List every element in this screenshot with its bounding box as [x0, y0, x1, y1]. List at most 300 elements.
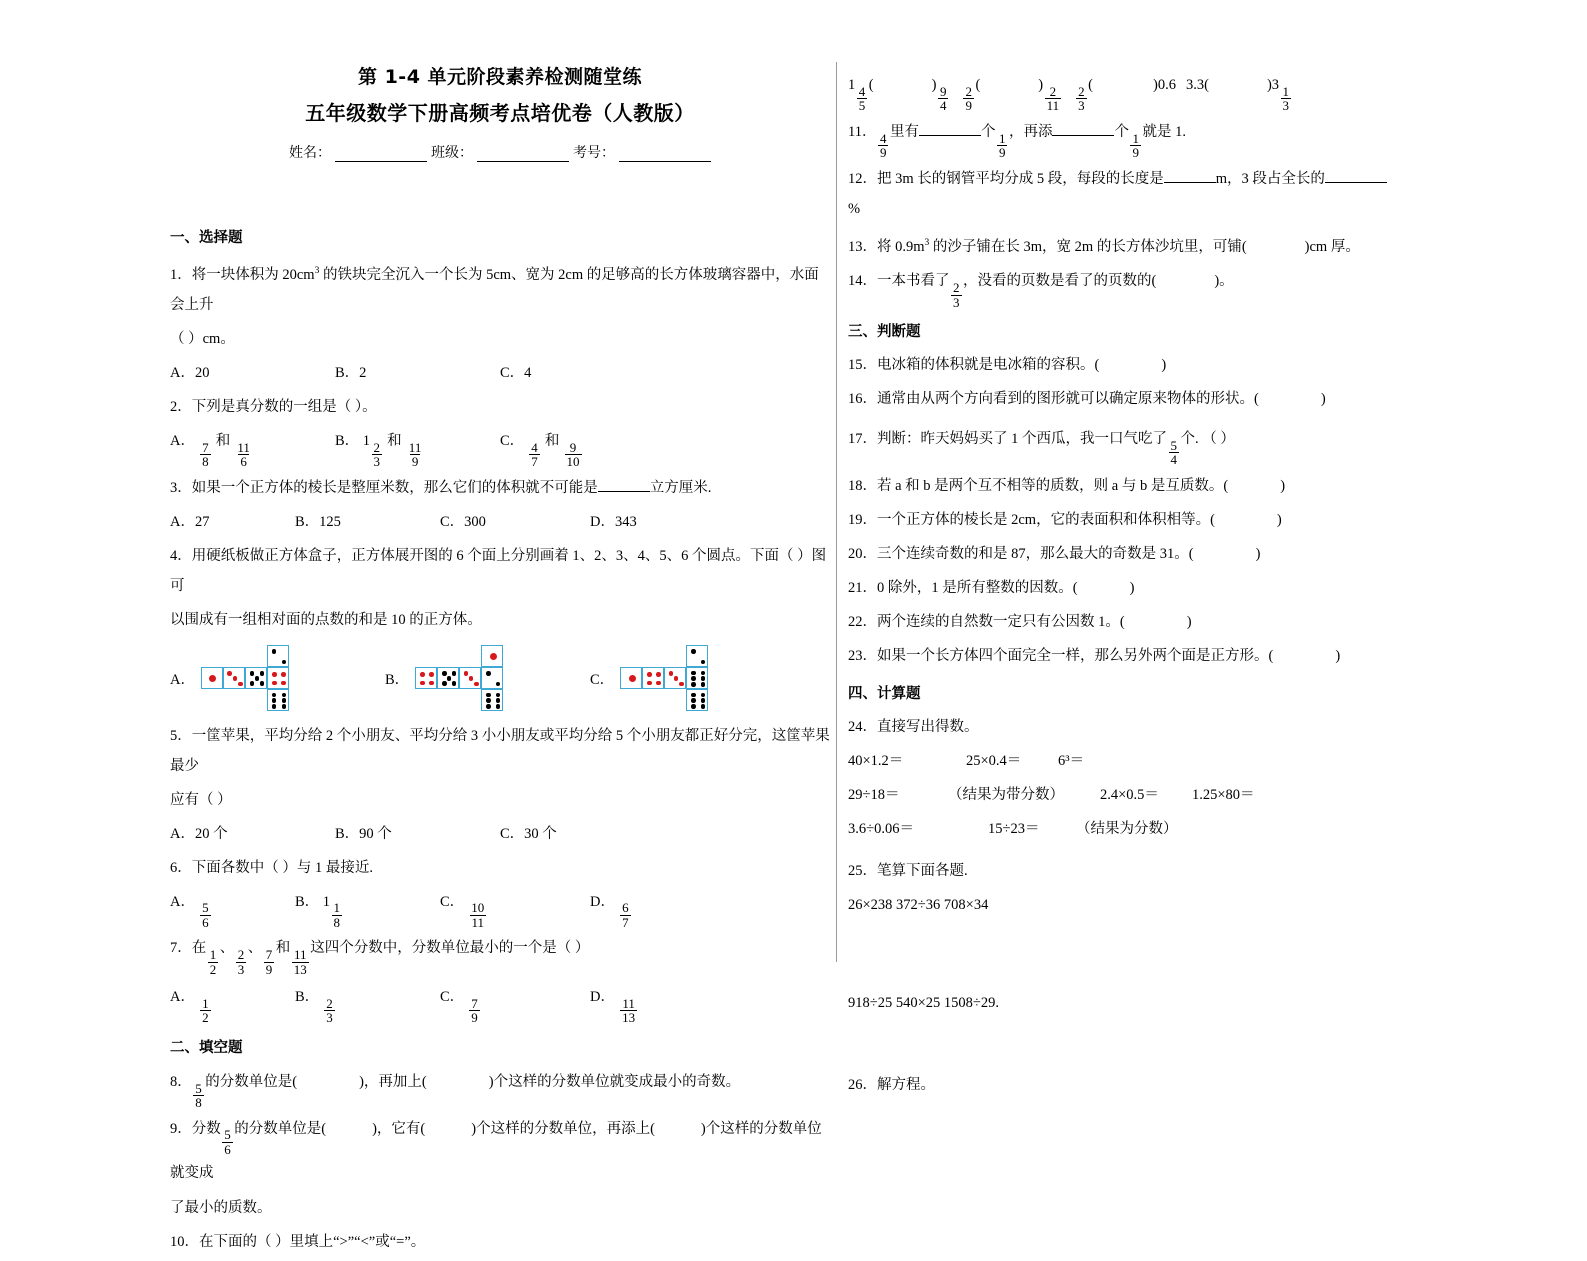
q7-d-fraction: $\frac{11}{13}$	[622, 995, 636, 1026]
q7-options	[170, 979, 830, 1025]
q19-text: 一个正方体的棱长是 2cm，它的表面积和体积相等。(	[877, 511, 1215, 528]
q15-text: 电冰箱的体积就是电冰箱的容积。(	[877, 357, 1100, 374]
cmp4-close: )	[1266, 77, 1272, 93]
cube-face-row-1	[415, 667, 437, 689]
question-24	[848, 712, 1388, 742]
q21-close: )	[1129, 579, 1135, 596]
q15-number: 15．	[848, 357, 877, 374]
q4-line1: 用硬纸板做正方体盒子，正方体展开图的 6 个面上分别画着 1、2、3、4、5、6 个圆点。下面（ ）图可	[170, 547, 827, 594]
q11-number: 11．	[848, 123, 877, 140]
q11-blank-1[interactable]	[919, 121, 981, 136]
q24-line-3	[848, 814, 1388, 844]
dice-pip	[272, 681, 277, 686]
dice-pip	[701, 682, 706, 687]
dice-pip	[272, 693, 277, 698]
q18-text: 若 a 和 b 是两个互不相等的质数，则 a 与 b 是互质数。(	[877, 477, 1229, 494]
dice-pip	[486, 698, 491, 703]
cube-face-row-4	[686, 667, 708, 689]
q17-text-2[interactable]: 个. （ ）	[1180, 431, 1235, 448]
q8-text-3: )个这样的分数单位就变成最小的奇数。	[488, 1073, 741, 1090]
cmp3-left-fraction: $\frac{2}{3}$	[1078, 83, 1085, 114]
q1-superscript: 3	[314, 266, 320, 276]
cmp4-open: (	[1204, 77, 1209, 93]
dice-pip	[656, 681, 661, 686]
cube-net-c	[620, 645, 710, 713]
q8-text-2: )，再加上(	[359, 1073, 427, 1090]
q2-c-label: C．	[500, 432, 525, 449]
q2-b-fraction-2: $\frac{11}{9}$	[408, 439, 422, 470]
q7-fraction-3: $\frac{7}{9}$	[265, 947, 273, 977]
q9-text-1: 的分数单位是(	[234, 1120, 327, 1137]
q7-option-c[interactable]	[440, 979, 590, 1025]
page-title-line2: 五年级数学下册高频考点培优卷（人教版）	[305, 101, 695, 125]
cmp1-close: )	[931, 77, 937, 93]
q2-c-conj: 和	[544, 432, 560, 449]
q7-d-label: D．	[590, 989, 615, 1006]
dice-pip	[486, 671, 491, 676]
q24-note-1: （结果为带分数）	[948, 786, 1064, 803]
dice-pip	[420, 681, 425, 686]
q9-text-4: )个这样的分数单位就变成	[170, 1120, 822, 1181]
cmp4-left-value: 3.3	[1185, 77, 1205, 93]
dice-pip	[469, 676, 474, 681]
q16-number: 16．	[848, 391, 877, 408]
cube-face-row-4	[267, 667, 289, 689]
q24-expr-7[interactable]: 3.6÷0.06＝	[848, 820, 914, 837]
q3-text-b: 立方厘米.	[649, 479, 712, 496]
q11-text-5: 就是 1.	[1142, 123, 1186, 140]
q14-text-1: 一本书看了	[877, 273, 950, 290]
question-5	[170, 721, 830, 781]
dice-pip	[282, 660, 287, 665]
q2-option-a[interactable]	[170, 426, 335, 469]
q2-a-fraction-2: $\frac{11}{6}$	[237, 439, 250, 470]
q14-fraction: $\frac{2}{3}$	[953, 280, 960, 310]
q3-text-a: 如果一个正方体的棱长是整厘米数，那么它们的体积就不可能是	[191, 479, 598, 496]
q14-number: 14．	[848, 273, 877, 290]
dice-pip	[429, 672, 434, 677]
question-11	[848, 116, 1388, 160]
dice-pip	[250, 671, 255, 676]
q12-blank-1[interactable]	[1164, 168, 1216, 183]
question-26	[848, 1070, 1388, 1100]
dice-pip	[486, 693, 491, 698]
q12-blank-2[interactable]	[1325, 168, 1387, 183]
q6-option-c[interactable]	[440, 887, 590, 930]
question-2	[170, 392, 830, 422]
q24-expr-3[interactable]: 6³＝	[1058, 752, 1085, 769]
dice-pip	[442, 681, 447, 686]
q2-b-whole: 1	[362, 432, 371, 449]
cube-face-row-1	[620, 667, 642, 689]
dice-pip	[496, 693, 501, 698]
dice-pip	[452, 671, 457, 676]
question-9	[170, 1113, 830, 1189]
q1-option-a[interactable]: A．20	[170, 364, 210, 381]
q9-fraction: $\frac{5}{6}$	[224, 1127, 231, 1157]
name-blank[interactable]	[335, 146, 427, 162]
dice-pip	[442, 671, 447, 676]
cmp3-open: (	[1088, 77, 1093, 93]
q22-text: 两个连续的自然数一定只有公因数 1。(	[877, 613, 1125, 630]
q1-option-b[interactable]: B．2	[335, 364, 367, 381]
q9-text-0: 分数	[191, 1120, 221, 1137]
q5-options	[170, 819, 830, 849]
question-19	[848, 505, 1388, 535]
q13-text-2: 的沙子铺在长 3m，宽 2m 的长方体沙坑里，可铺(	[929, 238, 1247, 255]
q22-number: 22．	[848, 613, 877, 630]
cube-face-row-1	[201, 667, 223, 689]
dice-pip	[250, 681, 255, 686]
q2-b-label: B．	[335, 432, 360, 449]
dice-pip	[233, 676, 238, 681]
q5-option-c[interactable]: C．30 个	[500, 825, 557, 842]
dice-pip	[496, 704, 501, 709]
q8-number: 8．	[170, 1073, 192, 1090]
q24-expr-8[interactable]: 15÷23＝	[988, 820, 1040, 837]
right-column	[848, 62, 1388, 1104]
dice-b-label: B．	[385, 672, 410, 689]
question-7	[170, 932, 830, 976]
q24-number: 24．	[848, 718, 877, 735]
dice-pip	[282, 698, 287, 703]
q6-a-fraction: $\frac{5}{6}$	[202, 900, 209, 930]
q13-number: 13．	[848, 238, 877, 255]
q7-option-a[interactable]	[170, 979, 295, 1025]
q6-option-a[interactable]	[170, 887, 295, 930]
q24-expr-1[interactable]: 40×1.2＝	[848, 752, 904, 769]
q1-text-b: 的铁块完全沉入一个长为 5cm、宽为 2cm 的足够高的长方体玻璃容器中，水面会上升	[170, 266, 819, 313]
q7-option-b[interactable]	[295, 979, 440, 1025]
class-blank[interactable]	[477, 146, 569, 162]
q2-b-fraction-1: $\frac{2}{3}$	[373, 439, 381, 470]
q13-superscript: 3	[924, 237, 930, 248]
q12-text-2: m，3 段占全长的	[1215, 170, 1325, 187]
q7-option-d[interactable]	[590, 979, 639, 1025]
q5-line1: 一筐苹果，平均分给 2 个小朋友、平均分给 3 小小朋友或平均分给 5 个小朋友都正好分完，这筐苹果最少	[170, 727, 830, 774]
q24-note-2: （结果为分数）	[1076, 820, 1178, 837]
q13-text-3: )cm 厚。	[1304, 238, 1360, 255]
q21-text: 0 除外，1 是所有整数的因数。(	[877, 579, 1078, 596]
question-25	[848, 856, 1388, 886]
dice-pip	[701, 671, 706, 676]
q6-option-b[interactable]	[295, 887, 440, 930]
q7-a-fraction: $\frac{1}{2}$	[202, 995, 209, 1026]
question-3	[170, 473, 830, 503]
section-heading-fill: 二、填空题	[170, 1039, 243, 1056]
q9-text-3: )个这样的分数单位，再添上(	[471, 1120, 655, 1137]
dice-pip	[227, 671, 232, 676]
dice-pip	[282, 704, 287, 709]
q9-number: 9．	[170, 1120, 192, 1137]
exam-label: 考号：	[573, 146, 615, 161]
dice-pip	[474, 682, 479, 687]
dice-pip	[447, 676, 452, 681]
dice-net-option-a[interactable]	[170, 645, 385, 713]
q5-option-a[interactable]: A．20 个	[170, 825, 228, 842]
q7-number: 7．	[170, 940, 192, 957]
q6-b-fraction: $\frac{1}{8}$	[333, 900, 341, 930]
cube-face-row-2	[437, 667, 459, 689]
q20-close: )	[1255, 545, 1261, 562]
cube-face-top	[481, 645, 503, 667]
q25-line-1[interactable]: 26×238 372÷36 708×34	[848, 896, 989, 913]
question-16	[848, 384, 1388, 414]
q8-text-1: 的分数单位是(	[205, 1073, 298, 1090]
q5-number: 5．	[170, 727, 192, 744]
q6-number: 6．	[170, 859, 192, 876]
cmp3-close: )	[1153, 77, 1158, 93]
dice-pip	[629, 675, 636, 682]
q24-expr-6[interactable]: 1.25×80＝	[1192, 786, 1255, 803]
q6-b-whole: 1	[322, 893, 331, 910]
q19-close: )	[1276, 511, 1282, 528]
q7-fraction-1: $\frac{1}{2}$	[209, 947, 217, 977]
student-info-row	[170, 142, 830, 162]
q7-b-fraction: $\frac{2}{3}$	[326, 995, 333, 1026]
q25-line-2[interactable]: 918÷25 540×25 1508÷29.	[848, 994, 999, 1011]
q24-line-2	[848, 780, 1388, 810]
q6-d-fraction: $\frac{6}{7}$	[622, 900, 629, 930]
q7-fraction-4: $\frac{11}{13}$	[293, 947, 307, 977]
q11-blank-2[interactable]	[1052, 121, 1114, 136]
section-heading-calc: 四、计算题	[848, 685, 921, 702]
q23-number: 23．	[848, 647, 877, 664]
question-13	[848, 228, 1388, 262]
dice-pip	[691, 693, 696, 698]
q2-option-c[interactable]	[500, 426, 665, 469]
q3-options	[170, 507, 830, 537]
dice-pip	[281, 672, 286, 677]
dice-pip	[272, 704, 277, 709]
dice-pip	[496, 698, 501, 703]
cmp2-left-fraction: $\frac{2}{9}$	[965, 83, 972, 114]
dice-pip	[701, 660, 706, 665]
q22-close: )	[1186, 613, 1192, 630]
q2-a-label: A．	[170, 432, 195, 449]
q15-close: )	[1161, 357, 1167, 374]
dice-pip	[647, 672, 652, 677]
q6-c-fraction: $\frac{10}{11}$	[471, 900, 485, 930]
cube-face-row-2	[642, 667, 664, 689]
class-label: 班级：	[431, 146, 473, 161]
left-column	[170, 215, 830, 1261]
question-21	[848, 573, 1388, 603]
question-23	[848, 641, 1388, 671]
q11-text-3: ，再添	[1008, 123, 1053, 140]
dice-pip	[452, 681, 457, 686]
q2-c-fraction-1: $\frac{4}{7}$	[531, 439, 538, 470]
q17-number: 17．	[848, 431, 877, 448]
q2-option-b[interactable]	[335, 426, 500, 469]
dice-nets-row	[170, 645, 830, 713]
q11-text-4: 个	[1114, 123, 1129, 140]
q2-c-fraction-2: $\frac{9}{10}$	[566, 439, 580, 470]
dice-pip	[691, 704, 696, 709]
dice-pip	[429, 681, 434, 686]
q1-continuation: （ ）cm。	[170, 330, 235, 347]
q2-text: 下列是真分数的一组是（ ）。	[191, 398, 377, 415]
dice-pip	[701, 704, 706, 709]
question-4	[170, 541, 830, 601]
q20-text: 三个连续奇数的和是 87，那么最大的奇数是 31。(	[877, 545, 1194, 562]
q7-a-label: A．	[170, 989, 195, 1006]
q12-text-1: 把 3m 长的钢管平均分成 5 段，每段的长度是	[877, 170, 1164, 187]
cmp1-right-fraction: $\frac{9}{4}$	[939, 83, 947, 114]
q3-option-a[interactable]: A．27	[170, 513, 210, 530]
q7-sep-1: 、	[219, 940, 235, 957]
dice-pip	[656, 672, 661, 677]
q23-text: 如果一个长方体四个面完全一样，那么另外两个面是正方形。(	[877, 647, 1274, 664]
dice-pip	[272, 698, 277, 703]
cmp3-right-value: 0.6	[1157, 77, 1176, 93]
cmp2-close: )	[1038, 77, 1044, 93]
question-15	[848, 350, 1388, 380]
q1-number: 1．	[170, 266, 192, 283]
dice-pip	[674, 676, 679, 681]
q6-b-label: B．	[295, 893, 320, 910]
q9-text-2: )，它有(	[372, 1120, 426, 1137]
dice-pip	[238, 682, 243, 687]
cmp1-open: (	[868, 77, 874, 93]
dice-pip	[272, 672, 277, 677]
dice-pip	[281, 681, 286, 686]
question-17	[848, 418, 1388, 467]
cube-face-bottom	[686, 689, 708, 711]
q14-text-3: )。	[1214, 273, 1234, 290]
cmp1-left-whole: 1	[848, 77, 856, 93]
q3-option-b[interactable]: B．125	[295, 513, 341, 530]
q7-text-2: 这四个分数中，分数单位最小的一个是（ ）	[310, 940, 590, 957]
q21-number: 21．	[848, 579, 877, 596]
q3-blank[interactable]	[598, 477, 650, 492]
q24-title: 直接写出得数。	[877, 718, 979, 735]
dice-net-option-c[interactable]	[590, 645, 710, 713]
q11-fraction: $\frac{4}{9}$	[879, 130, 887, 161]
q10-number: 10．	[170, 1233, 199, 1250]
question-18	[848, 471, 1388, 501]
dice-pip	[647, 681, 652, 686]
q12-text-3: %	[848, 200, 861, 217]
q24-expr-4[interactable]: 29÷18＝	[848, 786, 900, 803]
q2-a-fraction-1: $\frac{7}{8}$	[202, 439, 209, 470]
q1-option-c[interactable]: C．4	[500, 364, 532, 381]
dice-pip	[691, 676, 696, 681]
q9-line2: 了最小的质数。	[170, 1199, 272, 1216]
q12-number: 12．	[848, 170, 877, 187]
dice-a-label: A．	[170, 672, 195, 689]
dice-pip	[691, 682, 696, 687]
page-title-line1: 第 1-4 单元阶段素养检测随堂练	[357, 66, 643, 88]
question-6	[170, 853, 830, 883]
q6-a-label: A．	[170, 893, 195, 910]
q24-expr-5[interactable]: 2.4×0.5＝	[1100, 786, 1159, 803]
cube-face-row-2	[223, 667, 245, 689]
dice-pip	[272, 649, 277, 654]
dice-pip	[669, 671, 674, 676]
cmp1-left-fraction: $\frac{4}{5}$	[858, 83, 866, 114]
q7-fraction-2: $\frac{2}{3}$	[237, 947, 245, 977]
q14-text-2: ，没看的页数是看了的页数的(	[963, 273, 1157, 290]
q8-fraction: $\frac{5}{8}$	[195, 1080, 202, 1111]
question-10	[170, 1227, 830, 1257]
q7-sep-2: 、	[247, 940, 263, 957]
cube-face-row-3	[245, 667, 267, 689]
question-12	[848, 164, 1388, 224]
q6-option-d[interactable]	[590, 887, 632, 930]
q3-option-d[interactable]: D．343	[590, 513, 637, 530]
column-divider	[836, 62, 837, 962]
q2-options	[170, 426, 830, 469]
q2-b-conj: 和	[387, 432, 402, 449]
q11-unit-2: $\frac{1}{9}$	[1132, 130, 1139, 161]
dice-pip	[691, 698, 696, 703]
dice-pip	[679, 682, 684, 687]
q2-number: 2．	[170, 398, 192, 415]
cube-face-row-4	[481, 667, 503, 689]
cmp4-right-whole: 3	[1271, 77, 1280, 93]
q11-text-2: 个	[980, 123, 996, 140]
question-22	[848, 607, 1388, 637]
q10-text: 在下面的（ ）里填上“>”“<”或“=”。	[199, 1233, 426, 1250]
q1-options	[170, 358, 830, 388]
dice-c-label: C．	[590, 672, 615, 689]
q3-option-c[interactable]: C．300	[440, 513, 486, 530]
question-14	[848, 265, 1388, 309]
cube-net-b	[415, 645, 505, 713]
q7-text-1: 在	[191, 940, 207, 957]
dice-pip	[260, 681, 265, 686]
q25-title: 笔算下面各题.	[877, 862, 968, 879]
q18-number: 18．	[848, 477, 877, 494]
dice-pip	[490, 653, 497, 660]
q26-number: 26．	[848, 1076, 877, 1093]
q20-number: 20．	[848, 545, 877, 562]
q13-text-1: 将 0.9m	[877, 238, 925, 255]
dice-pip	[701, 676, 706, 681]
q11-text-1: 里有	[889, 123, 919, 140]
exam-blank[interactable]	[619, 146, 711, 162]
q7-sep-3: 和	[275, 940, 291, 957]
q7-b-label: B．	[295, 989, 320, 1006]
q7-c-fraction: $\frac{7}{9}$	[471, 995, 478, 1026]
q26-title: 解方程。	[877, 1076, 935, 1093]
dice-net-option-b[interactable]	[385, 645, 590, 713]
dice-pip	[420, 672, 425, 677]
q5-option-b[interactable]: B．90 个	[335, 825, 392, 842]
cmp4-right-fraction: $\frac{1}{3}$	[1282, 83, 1290, 114]
q2-a-conj: 和	[215, 432, 231, 449]
q7-c-label: C．	[440, 989, 465, 1006]
q5-line2: 应有（ ）	[170, 791, 232, 808]
q24-expr-2[interactable]: 25×0.4＝	[966, 752, 1022, 769]
page-header	[170, 62, 830, 162]
q6-text: 下面各数中（ ）与 1 最接近.	[191, 859, 373, 876]
q17-text-1: 判断：昨天妈妈买了 1 个西瓜，我一口气吃了	[877, 431, 1167, 448]
name-label: 姓名：	[289, 146, 331, 161]
cube-face-bottom	[481, 689, 503, 711]
q16-text: 通常由从两个方向看到的图形就可以确定原来物体的形状。(	[877, 391, 1259, 408]
q10-comparison-row	[848, 65, 1388, 113]
dice-pip	[486, 704, 491, 709]
q25-work-space-1[interactable]	[848, 924, 1388, 984]
dice-pip	[701, 698, 706, 703]
dice-pip	[255, 676, 260, 681]
dice-pip	[496, 682, 501, 687]
section-heading-judge: 三、判断题	[848, 324, 921, 341]
q23-close: )	[1335, 647, 1341, 664]
dice-pip	[282, 693, 287, 698]
